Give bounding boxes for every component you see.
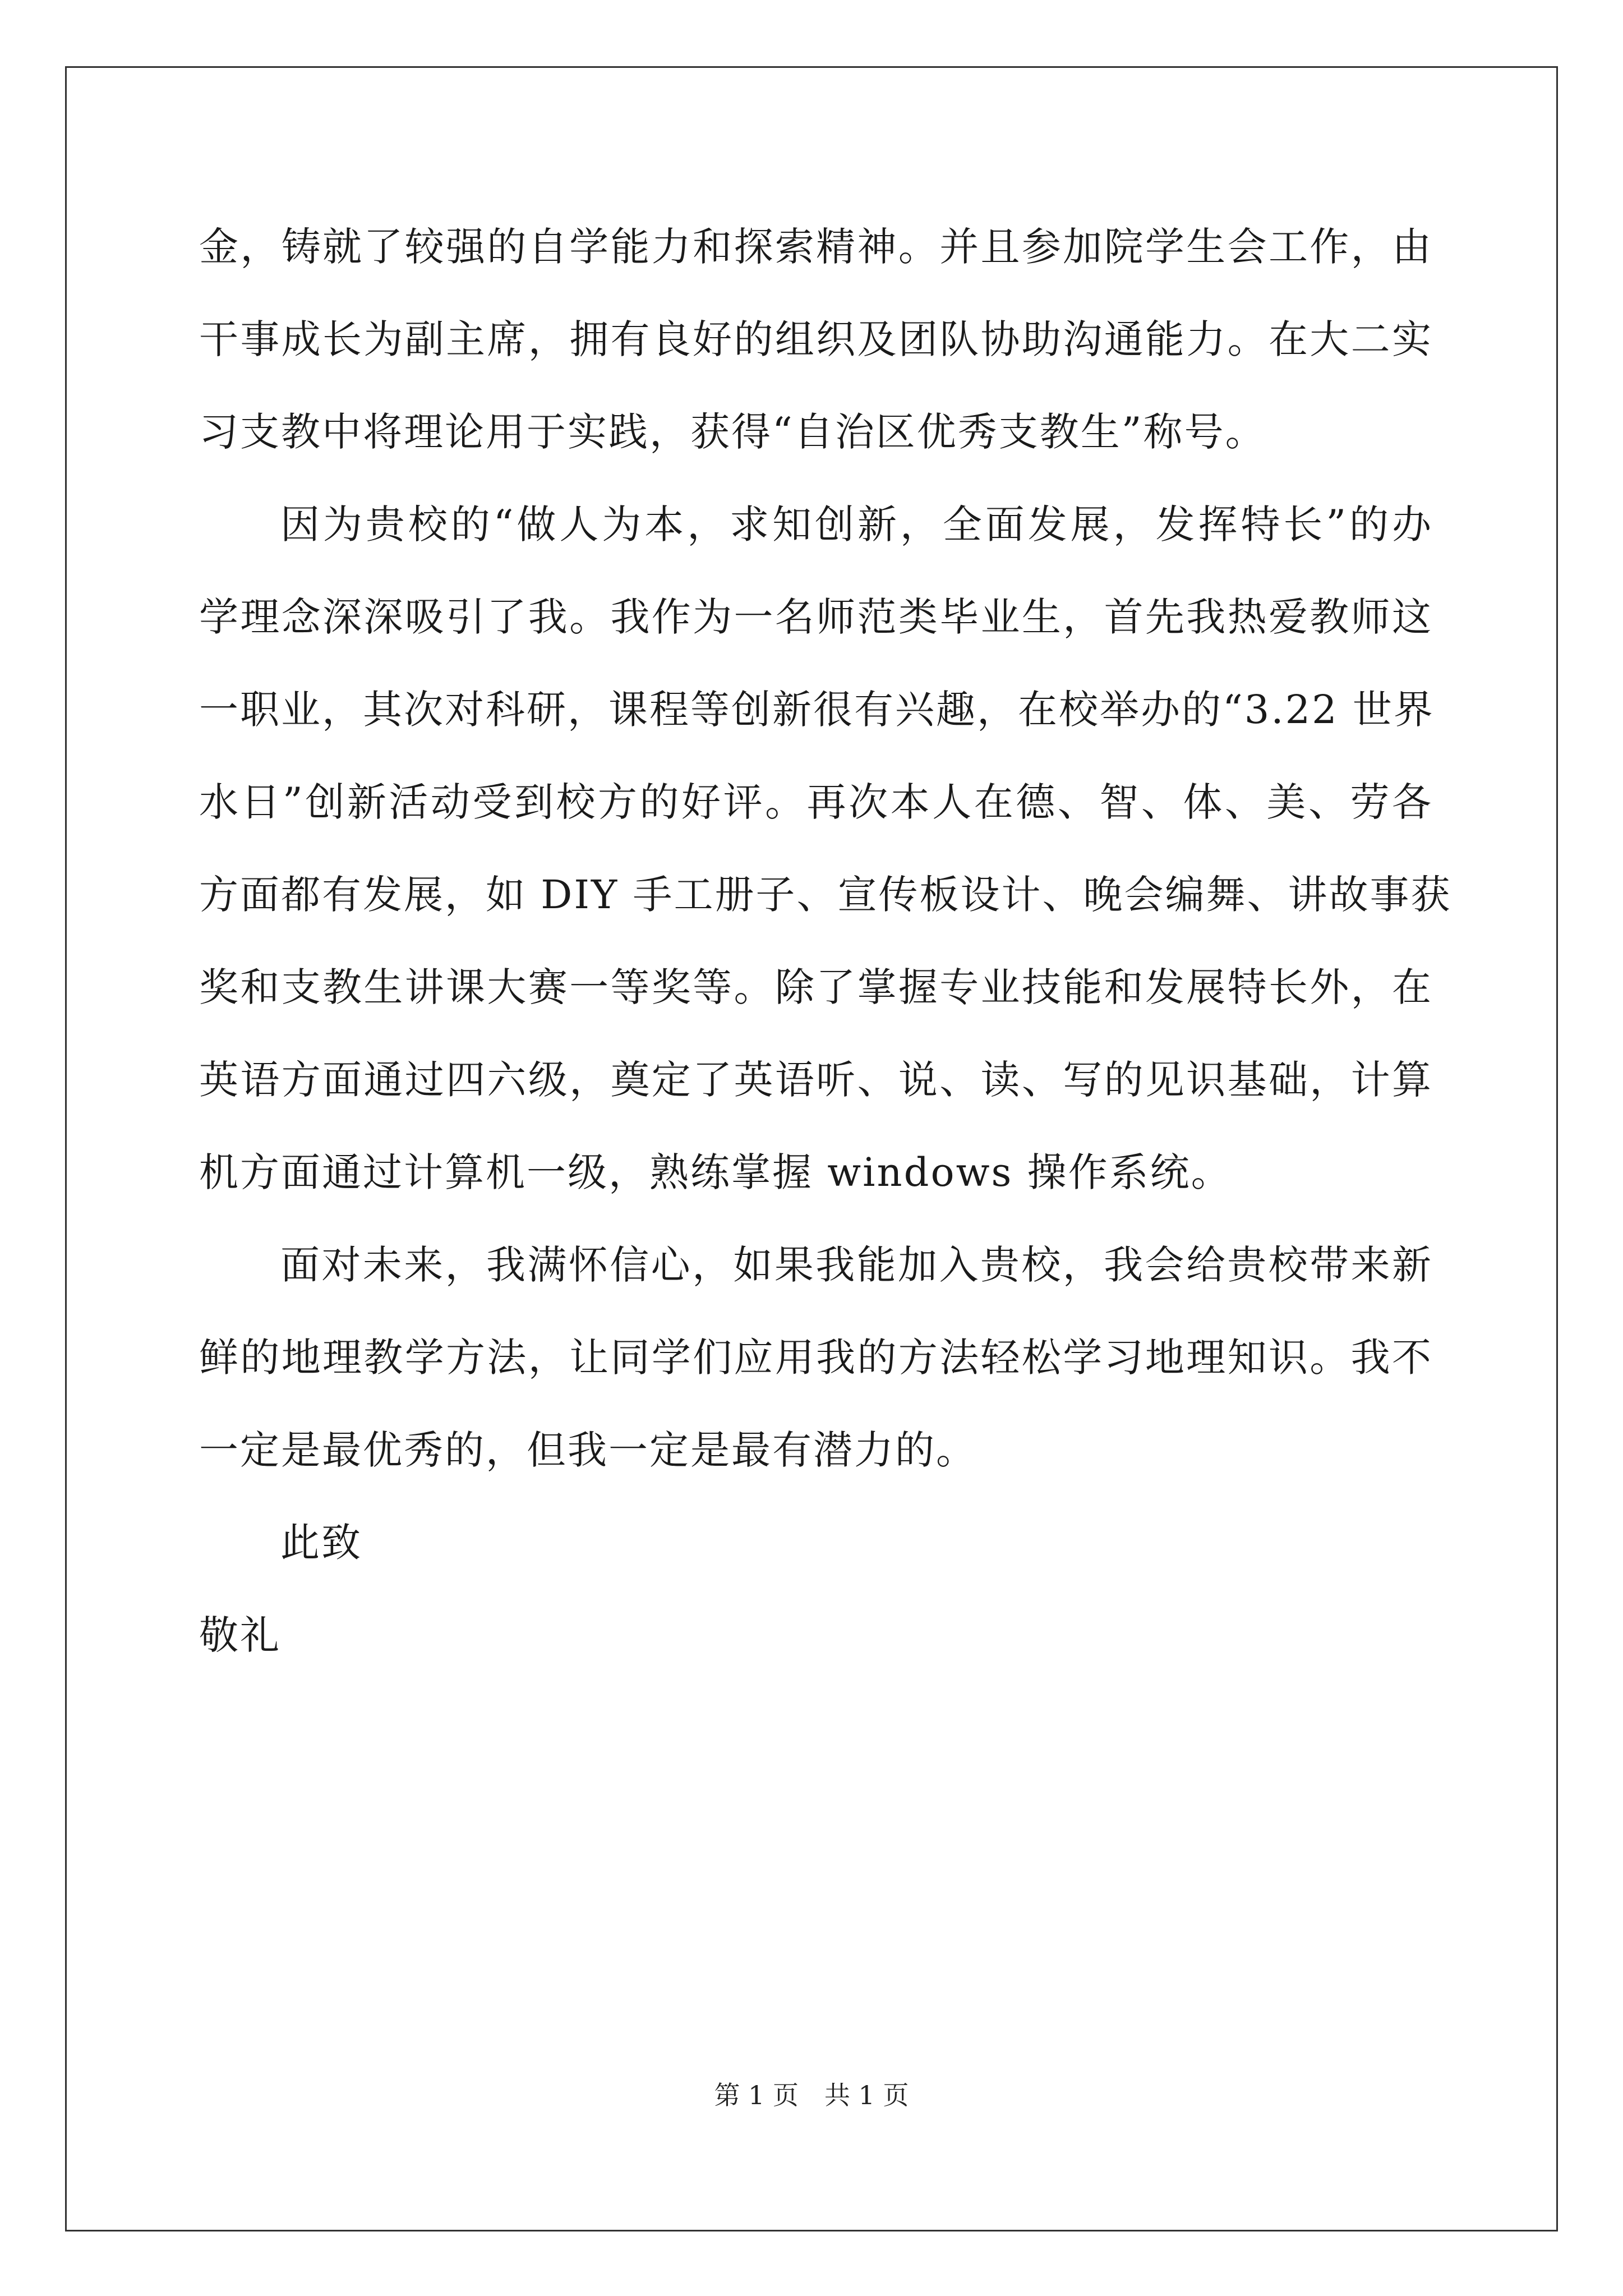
text-line: 干事成长为副主席，拥有良好的组织及团队协助沟通能力。在大二实 xyxy=(199,316,1433,362)
text-line: 英语方面通过四六级，奠定了英语听、说、读、写的见识基础，计算 xyxy=(199,1057,1433,1103)
text-line: 学理念深深吸引了我。我作为一名师范类毕业生，首先我热爱教师这 xyxy=(199,594,1433,640)
text-line: 方面都有发展，如 DIY 手工册子、宣传板设计、晚会编舞、讲故事获 xyxy=(199,872,1452,918)
text-line: 奖和支教生讲课大赛一等奖等。除了掌握专业技能和发展特长外，在 xyxy=(199,964,1433,1010)
text-line: 一职业，其次对科研，课程等创新很有兴趣，在校举办的“3.22 世界 xyxy=(199,687,1435,733)
salutation-text: 敬礼 xyxy=(199,1612,281,1658)
text-line: 金，铸就了较强的自学能力和探索精神。并且参加院学生会工作，由 xyxy=(199,224,1433,270)
text-line: 因为贵校的“做人为本，求知创新，全面发展，发挥特长”的办 xyxy=(280,501,1433,547)
text-line: 习支教中将理论用于实践，获得“自治区优秀支教生”称号。 xyxy=(199,409,1266,455)
text-line: 面对未来，我满怀信心，如果我能加入贵校，我会给贵校带来新 xyxy=(280,1242,1433,1288)
text-line: 水日”创新活动受到校方的好评。再次本人在德、智、体、美、劳各 xyxy=(199,779,1433,825)
page-footer: 第 1 页 共 1 页 xyxy=(714,2080,909,2110)
text-line: 鲜的地理教学方法，让同学们应用我的方法轻松学习地理知识。我不 xyxy=(199,1335,1433,1381)
closing-text: 此致 xyxy=(280,1520,362,1566)
text-line: 一定是最优秀的，但我一定是最有潜力的。 xyxy=(199,1427,977,1473)
text-line: 机方面通过计算机一级，熟练掌握 windows 操作系统。 xyxy=(199,1149,1232,1195)
